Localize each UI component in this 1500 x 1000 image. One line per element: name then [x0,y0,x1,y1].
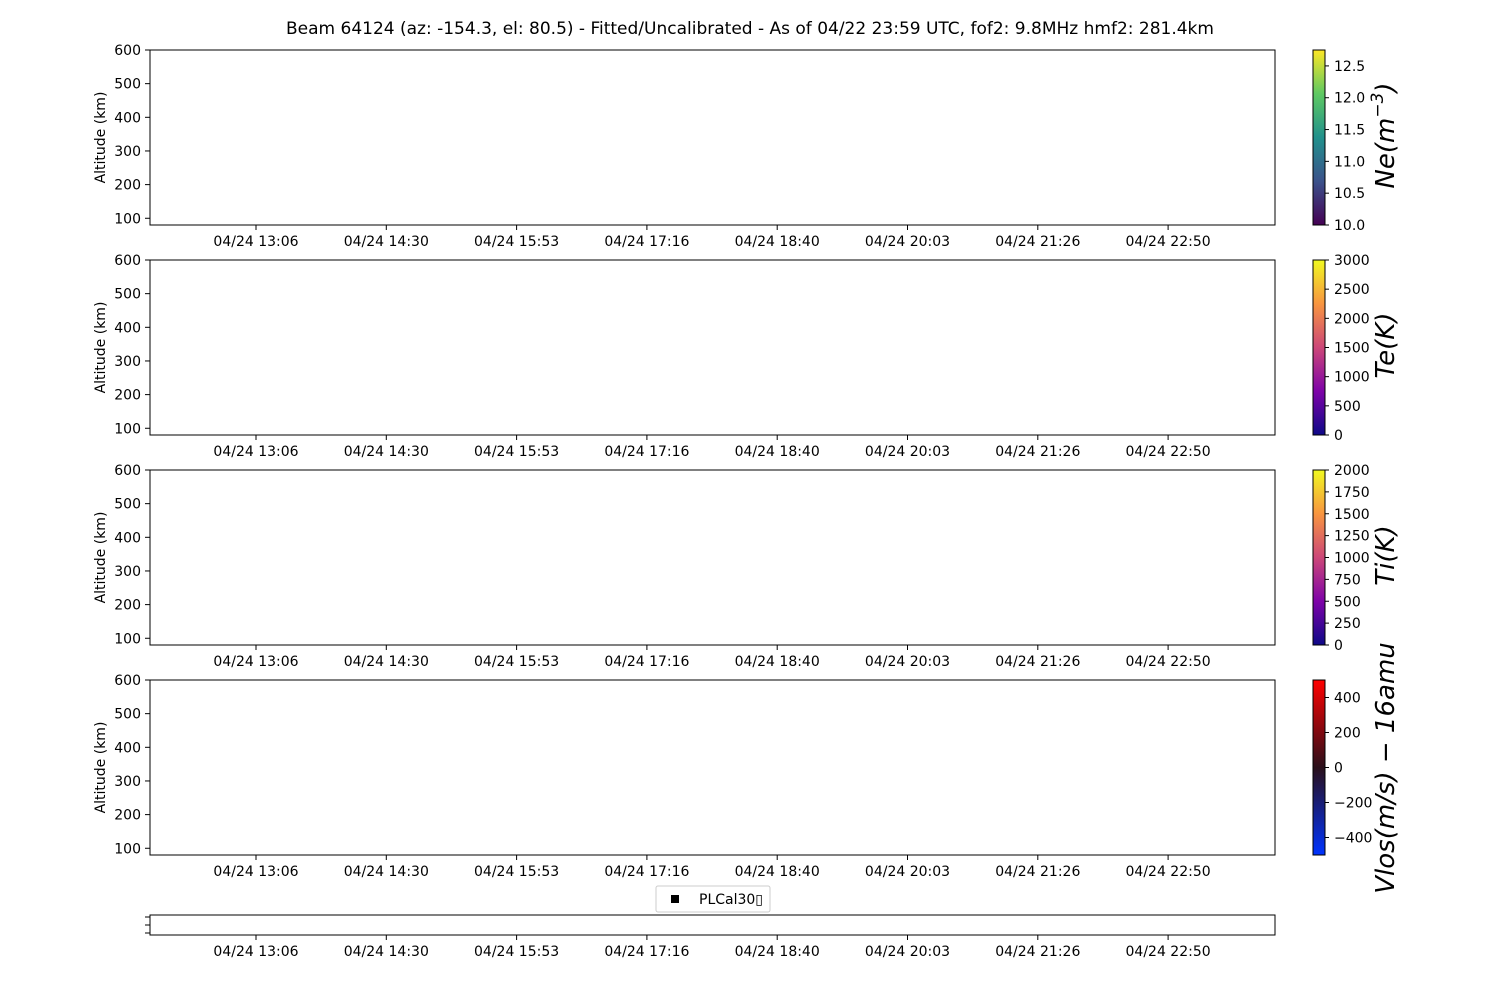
colorbar-label [1368,82,1401,188]
panel-1-x-tick-label: 04/24 22:50 [1125,234,1211,250]
colorbar-tick-label: −200 [1334,795,1373,812]
plot-area [150,680,1275,855]
colorbar-tick-label: 0 [1334,760,1343,777]
colorbar-gradient [1313,470,1325,645]
panel-1 [93,43,1401,250]
y-axis-label: Altitude (km) [93,91,109,184]
plot-area [150,915,1275,935]
y-tick-label: 600 [114,673,141,689]
colorbar-tick-label: 1000 [1334,550,1370,567]
panel-2-x-tick-label: 04/24 21:26 [995,444,1081,460]
colorbar-gradient [1313,50,1325,225]
y-tick-label: 400 [114,740,141,757]
colorbar-tick-label: 1500 [1334,340,1370,357]
panel-4-x-tick-label: 04/24 20:03 [864,864,951,880]
colorbar-tick-label: 12.5 [1334,58,1366,75]
colorbar-tick-label: 500 [1334,594,1361,611]
y-tick-label: 200 [114,387,141,404]
colorbar-tick-label: 3000 [1334,253,1370,269]
panel-2 [93,253,1401,460]
colorbar-tick-label: 12.0 [1334,90,1366,107]
colorbar [1313,642,1401,894]
colorbar-tick-label: 10.5 [1334,186,1366,203]
y-tick-label: 400 [114,530,141,547]
y-tick-label: 200 [114,807,141,824]
panel-1-x-tick-label: 04/24 17:16 [604,234,690,250]
panel-5-x-tick-label: 04/24 14:30 [343,944,429,960]
y-tick-label: 100 [114,631,141,648]
panel-5-x-tick-label: 04/24 21:26 [995,944,1081,960]
colorbar [1313,50,1401,234]
colorbar [1313,253,1401,444]
colorbar-label-part: ) [1371,82,1401,93]
colorbar-tick-label: 2500 [1334,282,1370,299]
panel-1-x-tick-label: 04/24 13:06 [213,234,299,250]
chart-title: Beam 64124 (az: -154.3, el: 80.5) - Fitted/Uncalibrated - As of 04/22 23:59 UTC, fof2: 9.8MHz hmf2: 281.4km [286,19,1214,39]
panel-1-x-tick-label: 04/24 15:53 [474,234,560,250]
panel-3-x-tick-label: 04/24 21:26 [995,654,1081,670]
y-tick-label: 600 [114,253,141,269]
y-tick-label: 500 [114,76,141,93]
y-tick-label: 400 [114,110,141,127]
y-tick-label: 300 [114,353,141,370]
colorbar-tick-label: 0 [1334,428,1343,444]
panel-2-x-tick-label: 04/24 18:40 [734,444,820,460]
y-tick-label: 300 [114,143,141,160]
y-tick-label: 600 [114,43,141,59]
colorbar-label: Ti(K) [1371,525,1401,586]
y-tick-label: 400 [114,320,141,337]
colorbar-tick-label: 11.5 [1334,122,1366,139]
panel-3-x-tick-label: 04/24 15:53 [474,654,560,670]
panel-5-x-tick-label: 04/24 13:06 [213,944,299,960]
panel-4-x-tick-label: 04/24 21:26 [995,864,1081,880]
colorbar-tick-label: 1000 [1334,369,1370,386]
panel-5-x-tick-label: 04/24 20:03 [864,944,951,960]
panel-2-x-tick-label: 04/24 17:16 [604,444,690,460]
panel-5-x-tick-label: 04/24 17:16 [604,944,690,960]
colorbar-label: Vlos(m/s) − 16amu [1371,642,1401,894]
y-tick-label: 100 [114,211,141,228]
panel-3-x-tick-label: 04/24 20:03 [864,654,951,670]
panel-2-x-tick-label: 04/24 15:53 [474,444,560,460]
colorbar-label: Te(K) [1371,312,1401,379]
colorbar-tick-label: −400 [1334,830,1373,847]
colorbar-tick-label: 250 [1334,616,1361,633]
panel-4-x-tick-label: 04/24 15:53 [474,864,560,880]
panel-4-x-tick-label: 04/24 14:30 [343,864,429,880]
y-tick-label: 500 [114,496,141,513]
colorbar-tick-label: 200 [1334,725,1361,742]
y-tick-label: 300 [114,563,141,580]
y-tick-label: 100 [114,841,141,858]
panel-3 [93,463,1401,670]
y-axis-label: Altitude (km) [93,301,109,394]
panel-4 [93,642,1401,894]
panel-3-x-tick-label: 04/24 17:16 [604,654,690,670]
y-tick-label: 300 [114,773,141,790]
panel-3-x-tick-label: 04/24 18:40 [734,654,820,670]
panel-2-x-tick-label: 04/24 22:50 [1125,444,1211,460]
y-tick-label: 100 [114,421,141,438]
colorbar-tick-label: 400 [1334,690,1361,707]
y-tick-label: 200 [114,597,141,614]
y-tick-label: 600 [114,463,141,479]
legend-label: PLCal30▯ [699,892,764,908]
plot-area [150,50,1275,225]
panel-2-x-tick-label: 04/24 20:03 [864,444,951,460]
panel-3-x-tick-label: 04/24 14:30 [343,654,429,670]
panel-4-x-tick-label: 04/24 13:06 [213,864,299,880]
colorbar-gradient [1313,680,1325,855]
y-tick-label: 200 [114,177,141,194]
y-axis-label: Altitude (km) [93,721,109,814]
colorbar-tick-label: 500 [1334,398,1361,415]
colorbar-tick-label: 11.0 [1334,154,1366,171]
panel-5 [145,915,1275,960]
panel-1-x-tick-label: 04/24 18:40 [734,234,820,250]
colorbar-label-part: Ne(m [1371,117,1401,189]
panel-1-x-tick-label: 04/24 21:26 [995,234,1081,250]
y-axis-label: Altitude (km) [93,511,109,604]
colorbar-tick-label: 2000 [1334,463,1370,479]
colorbar-tick-label: 1250 [1334,528,1370,545]
panel-5-x-tick-label: 04/24 18:40 [734,944,820,960]
colorbar-tick-label: 1750 [1334,484,1370,501]
panel-4-x-tick-label: 04/24 17:16 [604,864,690,880]
panel-1-x-tick-label: 04/24 20:03 [864,234,951,250]
colorbar-tick-label: 0 [1334,638,1343,654]
panel-1-x-tick-label: 04/24 14:30 [343,234,429,250]
legend-square-marker [671,895,679,903]
panel-3-x-tick-label: 04/24 13:06 [213,654,299,670]
panel-2-x-tick-label: 04/24 14:30 [343,444,429,460]
y-tick-label: 500 [114,286,141,303]
panel-5-x-tick-label: 04/24 22:50 [1125,944,1211,960]
panel-2-x-tick-label: 04/24 13:06 [213,444,299,460]
colorbar-label-exponent: −3 [1368,92,1388,118]
colorbar-tick-label: 1500 [1334,506,1370,523]
plot-area [150,470,1275,645]
panel-5-x-tick-label: 04/24 15:53 [474,944,560,960]
panel-3-x-tick-label: 04/24 22:50 [1125,654,1211,670]
colorbar-tick-label: 750 [1334,572,1361,589]
plot-area [150,260,1275,435]
colorbar-gradient [1313,260,1325,435]
panel-4-x-tick-label: 04/24 22:50 [1125,864,1211,880]
panel-4-x-tick-label: 04/24 18:40 [734,864,820,880]
colorbar [1313,463,1401,654]
legend [656,886,770,912]
colorbar-tick-label: 2000 [1334,311,1370,328]
colorbar-tick-label: 10.0 [1334,218,1366,234]
y-tick-label: 500 [114,706,141,723]
